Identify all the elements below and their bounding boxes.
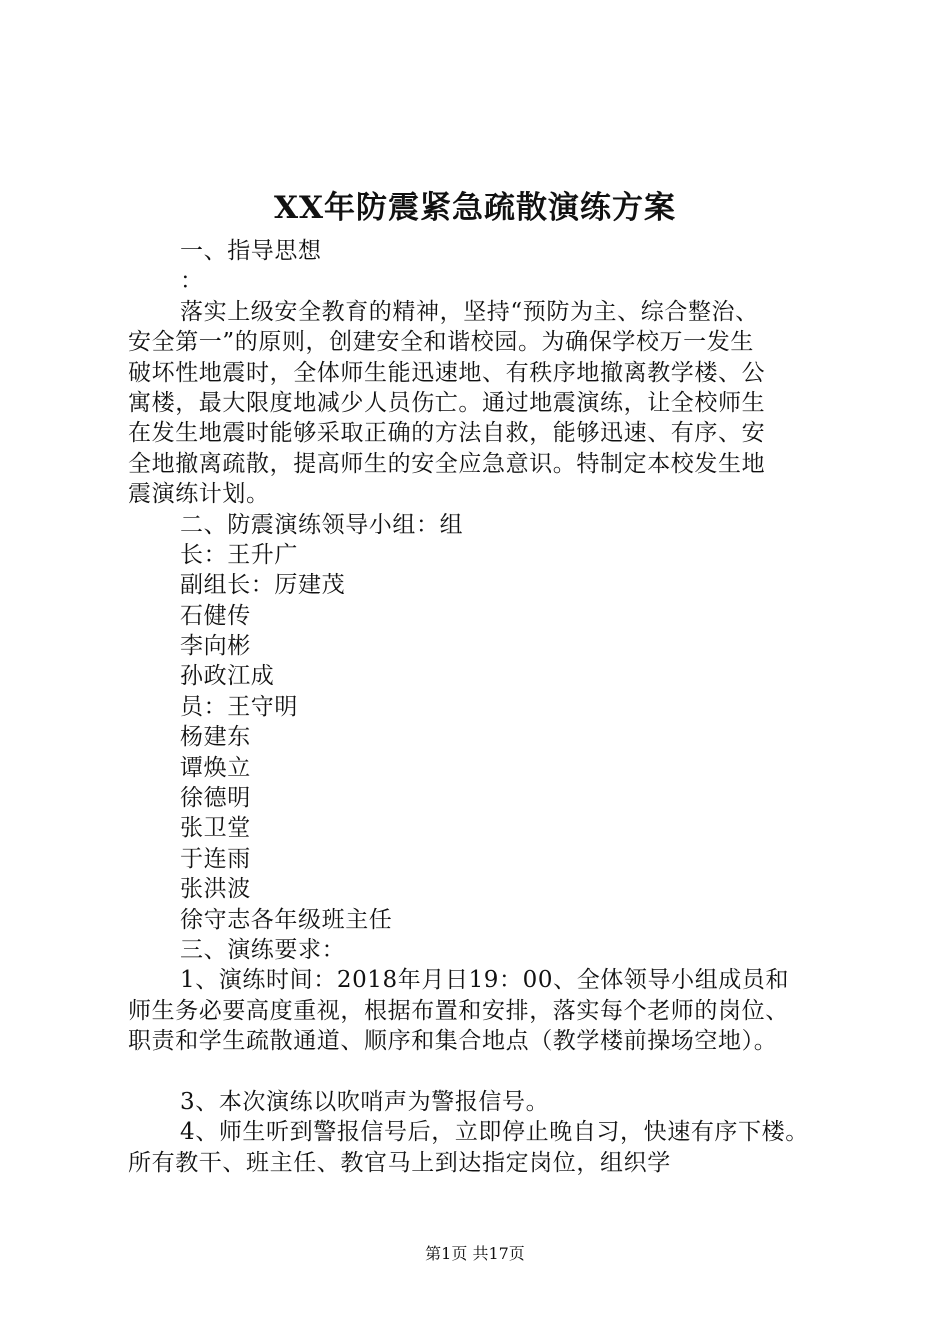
member-line: 孙政江成	[180, 663, 275, 690]
paragraph-line: 全地撤离疏散，提高师生的安全应急意识。特制定本校发生地	[128, 450, 766, 477]
member-line: 员：王守明	[180, 693, 298, 720]
text-line: ：	[180, 268, 204, 295]
document-body	[128, 236, 828, 1178]
paragraph-line: 落实上级安全教育的精神，坚持“预防为主、综合整治、	[180, 298, 759, 325]
member-line: 张洪波	[180, 876, 251, 903]
paragraph-line: 破坏性地震时，全体师生能迅速地、有秩序地撤离教学楼、公	[128, 359, 766, 386]
paragraph-line: 1、演练时间：2018年月日19：00、全体领导小组成员和	[180, 967, 790, 994]
member-line: 徐德明	[180, 785, 251, 812]
member-line: 徐守志各年级班主任	[180, 906, 393, 933]
member-line: 石健传	[180, 602, 251, 629]
paragraph-line: 安全第一”的原则，创建安全和谐校园。为确保学校万一发生	[128, 329, 754, 356]
member-line: 于连雨	[180, 845, 251, 872]
section-heading-guiding-ideology: 一、指导思想	[180, 238, 322, 264]
section-heading-drill-requirements: 三、演练要求：	[180, 936, 346, 963]
member-line: 张卫堂	[180, 815, 251, 842]
section-heading-leadership-group: 二、防震演练领导小组：组	[180, 511, 464, 538]
paragraph-line: 3、本次演练以吹哨声为警报信号。	[180, 1088, 550, 1115]
paragraph-line: 震演练计划。	[128, 481, 270, 508]
member-line: 杨建东	[180, 724, 251, 751]
blank-line	[128, 1057, 828, 1087]
member-line: 长：王升广	[180, 541, 298, 568]
paragraph-line: 所有教干、班主任、教官马上到达指定岗位，组织学	[128, 1149, 671, 1176]
paragraph-line: 师生务必要高度重视，根据布置和安排，落实每个老师的岗位、	[128, 997, 789, 1024]
paragraph-line: 在发生地震时能够采取正确的方法自救，能够迅速、有序、安	[128, 420, 766, 447]
paragraph-line: 4、师生听到警报信号后，立即停止晚自习，快速有序下楼。	[180, 1119, 809, 1146]
paragraph-line: 职责和学生疏散通道、顺序和集合地点（教学楼前操场空地）。	[128, 1028, 778, 1055]
paragraph-line: 寓楼，最大限度地减少人员伤亡。通过地震演练，让全校师生	[128, 389, 766, 416]
document-title: XX年防震紧急疏散演练方案	[273, 190, 677, 226]
page-number-footer: 第1页 共17页	[425, 1244, 525, 1263]
member-line: 谭焕立	[180, 754, 251, 781]
member-line: 李向彬	[180, 633, 251, 660]
member-line: 副组长：厉建茂	[180, 572, 346, 599]
